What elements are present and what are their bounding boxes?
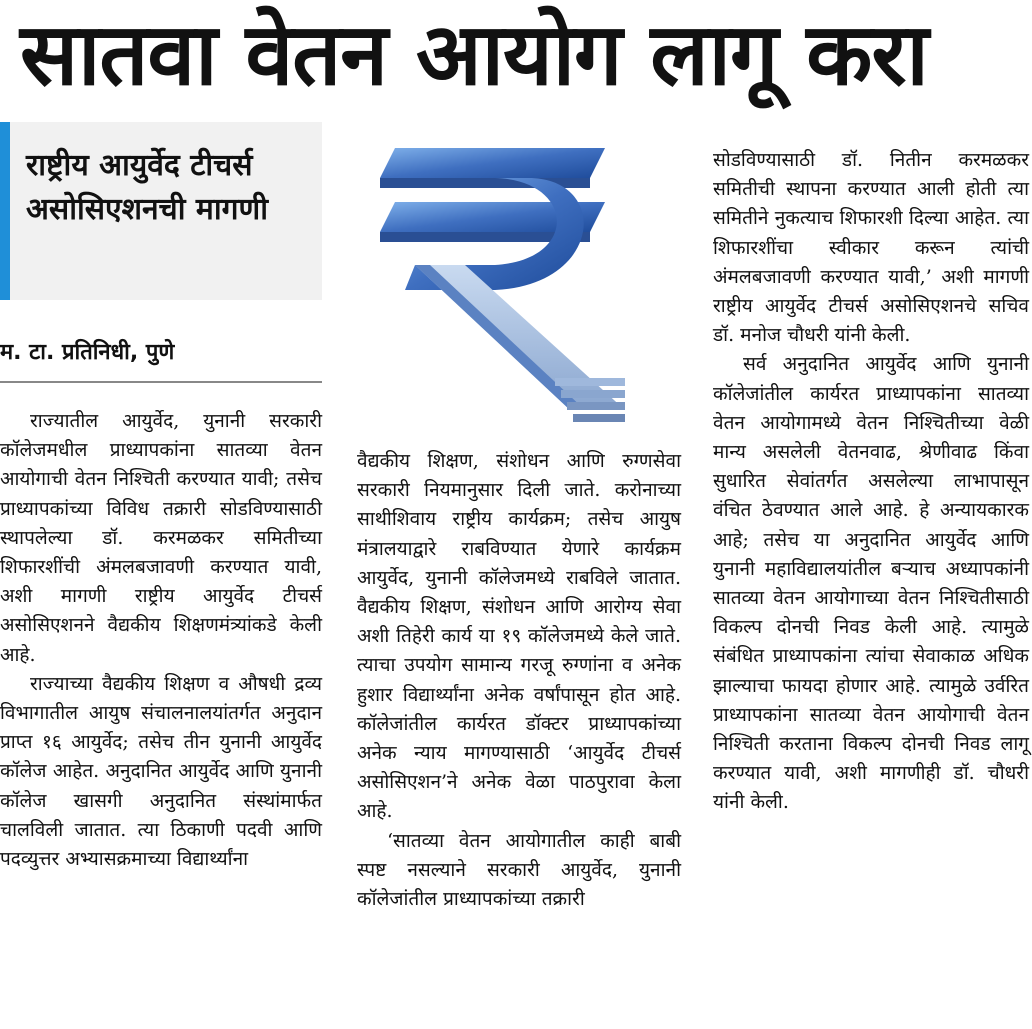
accent-bar [0, 122, 10, 300]
headline: सातवा वेतन आयोग लागू करा [20, 5, 928, 105]
paragraph: सोडविण्यासाठी डॉ. नितीन करमळकर समितीची स्थापना करण्यात आली होती त्या समितीने नुकत्याच शिफारशी दिल्या आहेत. त्या शिफारशींचा स्वीकार करून त्यांची अंमलबजावणी करण्यात यावी,’ अशी मागणी राष्ट्रीय आयुर्वेद टीचर्स असोसिएशनचे सचिव डॉ. मनोज चौधरी यांनी केली. [713, 149, 1029, 347]
article-column-3 [713, 146, 1029, 818]
subhead-box [0, 122, 322, 300]
article-column-1 [0, 407, 322, 874]
byline: म. टा. प्रतिनिधी, पुणे [0, 340, 175, 365]
paragraph: वैद्यकीय शिक्षण, संशोधन आणि रुग्णसेवा सरकारी नियमानुसार दिली जाते. करोनाच्या साथीशिवाय राष्ट्रीय कार्यक्रम; तसेच आयुष मंत्रालयाद्वारे राबविण्यात येणारे कार्यक्रम आयुर्वेद, युनानी कॉलेजमध्ये राबविले जातात. वैद्यकीय शिक्षण, संशोधन आणि आरोग्य सेवा अशी तिहेरी कार्य या १९ कॉलेजमध्ये केले जाते. त्याचा उपयोग सामान्य गरजू रुग्णांना व अनेक हुशार विद्यार्थ्यांना अनेक वर्षांपासून होत आहे. कॉलेजांतील कार्यरत डॉक्टर प्राध्यापकांच्या अनेक न्याय मागण्यासाठी ‘आयुर्वेद टीचर्स असोसिएशन’ने अनेक वेळा पाठपुरावा केला आहे. [357, 450, 681, 823]
article-column-2 [357, 447, 681, 914]
subheadline: राष्ट्रीय आयुर्वेद टीचर्स असोसिएशनची मागणी [26, 148, 268, 227]
paragraph: ‘सातव्या वेतन आयोगातील काही बाबी स्पष्ट नसल्याने सरकारी आयुर्वेद, युनानी कॉलेजांतील प्राध्यापकांच्या तक्रारी [357, 829, 681, 911]
rupee-symbol-icon [375, 140, 660, 440]
paragraph: सर्व अनुदानित आयुर्वेद आणि युनानी कॉलेजांतील कार्यरत प्राध्यापकांना सातव्या वेतन आयोगामध्ये वेतन निश्चितीच्या वेळी मान्य असलेली वेतनवाढ, श्रेणीवाढ किंवा सुधारित सेवांतर्गत असलेल्या लाभापासून वंचित ठेवण्यात आले आहे. हे अन्यायकारक आहे; तसेच या अनुदानित आयुर्वेद आणि युनानी महाविद्यालयांतील बऱ्याच अध्यापकांनी सातव्या वेतन आयोगाच्या वेतन निश्चितीसाठी विकल्प दोनची निवड केली आहे. त्यामुळे संबंधित प्राध्यापकांना त्यांचा सेवाकाळ अधिक झाल्याचा फायदा होणार आहे. त्यामुळे उर्वरित प्राध्यापकांना सातव्या वेतन आयोगाची वेतन निश्चिती करताना विकल्प दोनची निवड लागू करण्यात यावी, अशी मागणीही डॉ. चौधरी यांनी केली. [713, 353, 1029, 814]
divider [0, 381, 322, 383]
paragraph: राज्यातील आयुर्वेद, युनानी सरकारी कॉलेजमधील प्राध्यापकांना सातव्या वेतन आयोगाची वेतन निश्चिती करण्यात यावी; तसेच प्राध्यापकांच्या विविध तक्रारी सोडविण्यासाठी स्थापलेल्या डॉ. करमळकर समितीच्या शिफारशींची अंमलबजावणी करण्यात यावी, अशी मागणी राष्ट्रीय आयुर्वेद टीचर्स असोसिएशनने वैद्यकीय शिक्षणमंत्र्यांकडे केली आहे. [0, 410, 322, 666]
paragraph: राज्याच्या वैद्यकीय शिक्षण व औषधी द्रव्य विभागातील आयुष संचालनालयांतर्गत अनुदान प्राप्त १६ आयुर्वेद; तसेच तीन युनानी आयुर्वेद कॉलेज आहेत. अनुदानित आयुर्वेद आणि युनानी कॉलेज खासगी अनुदानित संस्थांमार्फत चालविली जातात. त्या ठिकाणी पदवी आणि पदव्युत्तर अभ्यासक्रमाच्या विद्यार्थ्यांना [0, 672, 322, 871]
